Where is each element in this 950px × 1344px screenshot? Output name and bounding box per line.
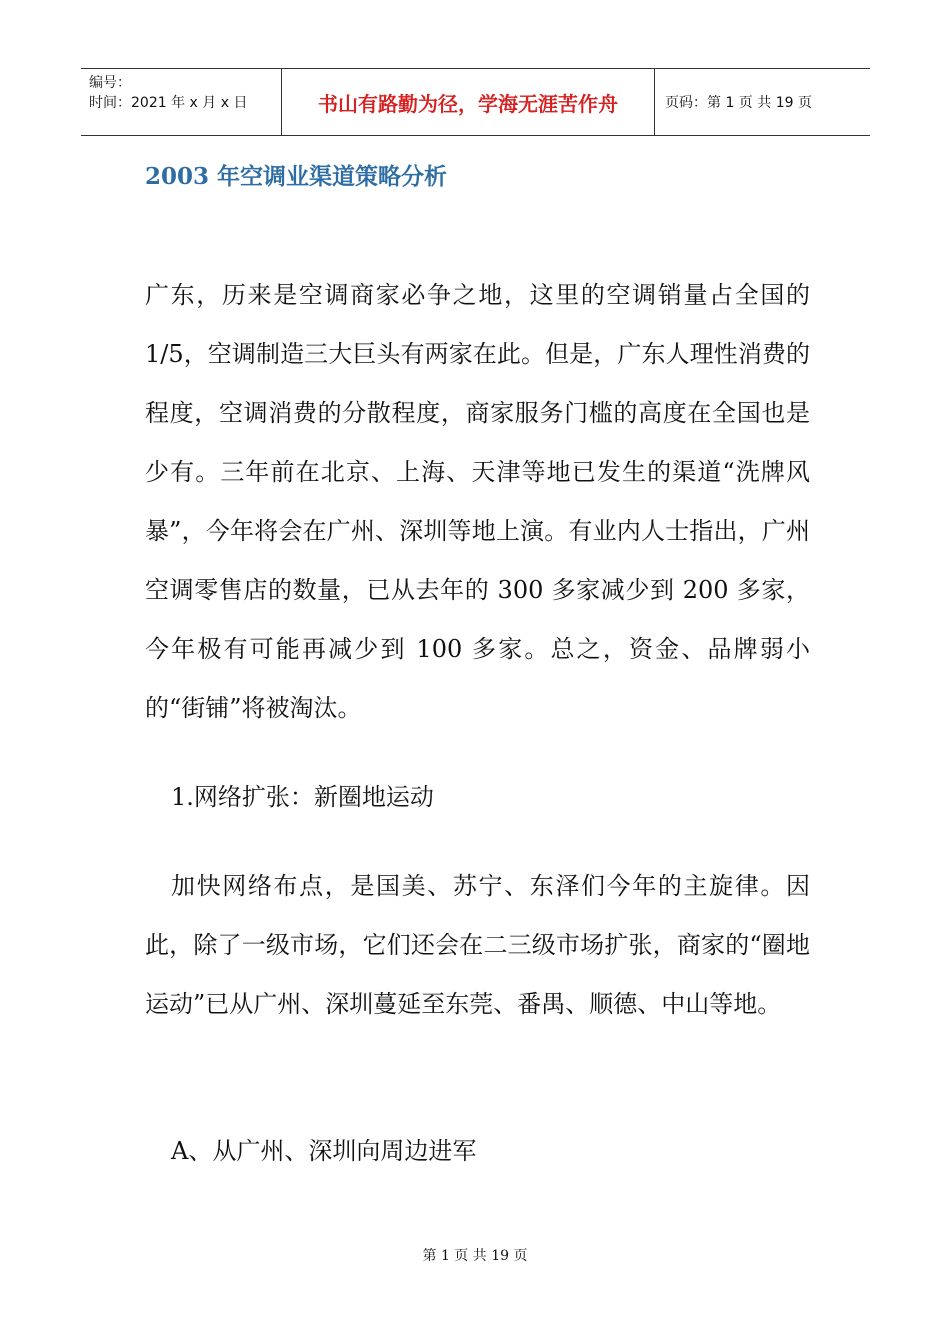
page-footer: 第 1 页 共 19 页 (422, 1248, 528, 1264)
number-label: 编号： (89, 75, 131, 91)
section-heading-network-expansion: 1.网络扩张：新圈地运动 (171, 783, 434, 811)
time-label: 时间：2021 年 x 月 x 日 (89, 95, 248, 111)
header-page-info: 页码：第 1 页 共 19 页 (665, 95, 812, 111)
header-motto: 书山有路勤为径，学海无涯苦作舟 (282, 69, 655, 135)
document-header (81, 68, 870, 136)
document-title: 2003 年空调业渠道策略分析 (145, 163, 448, 190)
paragraph-intro: 广东，历来是空调商家必争之地，这里的空调销量占全国的 1/5，空调制造三大巨头有两家在此。但是，广东人理性消费的程度，空调消费的分散程度，商家服务门槛的高度在全国也是少有。三年前在北京、上海、天津等地已发生的渠道“洗牌风暴”，今年将会在广州、深圳等地上演。有业内人士指出，广州空调零售店的数量，已从去年的 300 多家减少到 200 多家，今年极有可能再减少到 100 多家。总之，资金、品牌弱小的“街铺”将被淘汰。 (145, 281, 810, 722)
paragraph-network: 加快网络布点，是国美、苏宁、东泽们今年的主旋律。因此，除了一级市场，它们还会在二三级市场扩张，商家的“圈地运动”已从广州、深圳蔓延至东莞、番禺、顺德、中山等地。 (145, 872, 810, 1018)
subsection-heading-a: A、从广州、深圳向周边进军 (171, 1137, 477, 1165)
header-meta (81, 69, 282, 135)
